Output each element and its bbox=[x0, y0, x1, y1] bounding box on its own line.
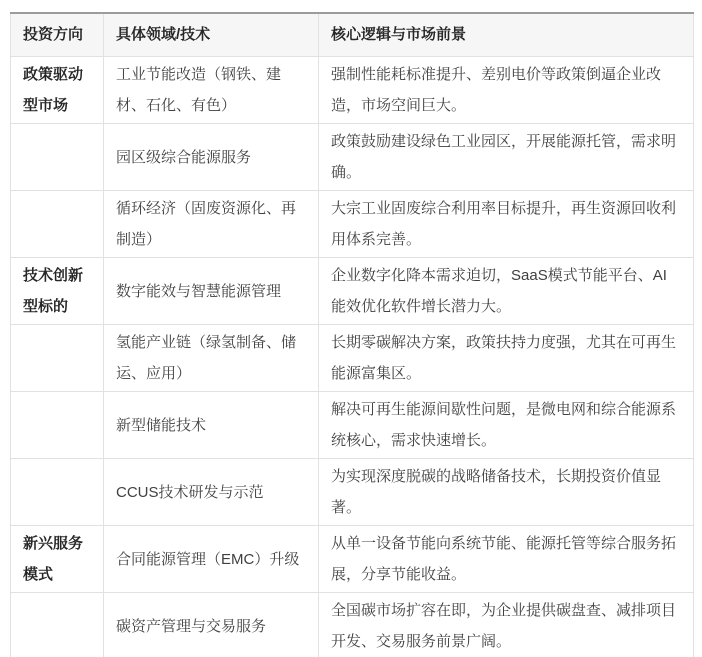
logic-cell: 大宗工业固废综合利用率目标提升，再生资源回收利用体系完善。 bbox=[319, 191, 694, 258]
table-row bbox=[11, 459, 694, 526]
investment-directions-table bbox=[10, 12, 694, 657]
field-cell: CCUS技术研发与示范 bbox=[104, 459, 319, 526]
table-row bbox=[11, 57, 694, 124]
logic-cell: 政策鼓励建设绿色工业园区，开展能源托管，需求明确。 bbox=[319, 124, 694, 191]
field-cell: 工业节能改造（钢铁、建材、石化、有色） bbox=[104, 57, 319, 124]
field-cell: 数字能效与智慧能源管理 bbox=[104, 258, 319, 325]
table-row bbox=[11, 392, 694, 459]
direction-cell bbox=[11, 124, 104, 191]
header-cell-direction: 投资方向 bbox=[11, 13, 104, 57]
table-body bbox=[11, 57, 694, 657]
direction-cell bbox=[11, 593, 104, 657]
logic-cell: 解决可再生能源间歇性问题，是微电网和综合能源系统核心，需求快速增长。 bbox=[319, 392, 694, 459]
table-row bbox=[11, 593, 694, 657]
logic-cell: 全国碳市场扩容在即，为企业提供碳盘查、减排项目开发、交易服务前景广阔。 bbox=[319, 593, 694, 657]
logic-cell: 从单一设备节能向系统节能、能源托管等综合服务拓展，分享节能收益。 bbox=[319, 526, 694, 593]
field-cell: 合同能源管理（EMC）升级 bbox=[104, 526, 319, 593]
header-row bbox=[11, 13, 694, 57]
table-row bbox=[11, 124, 694, 191]
direction-cell: 新兴服务模式 bbox=[11, 526, 104, 593]
field-cell: 循环经济（固废资源化、再制造） bbox=[104, 191, 319, 258]
table-header bbox=[11, 13, 694, 57]
table-row bbox=[11, 258, 694, 325]
table-row bbox=[11, 191, 694, 258]
logic-cell: 为实现深度脱碳的战略储备技术，长期投资价值显著。 bbox=[319, 459, 694, 526]
logic-cell: 企业数字化降本需求迫切，SaaS模式节能平台、AI能效优化软件增长潜力大。 bbox=[319, 258, 694, 325]
direction-cell: 技术创新型标的 bbox=[11, 258, 104, 325]
field-cell: 园区级综合能源服务 bbox=[104, 124, 319, 191]
table-row bbox=[11, 325, 694, 392]
header-cell-field: 具体领域/技术 bbox=[104, 13, 319, 57]
direction-cell bbox=[11, 191, 104, 258]
field-cell: 氢能产业链（绿氢制备、储运、应用） bbox=[104, 325, 319, 392]
direction-cell bbox=[11, 325, 104, 392]
direction-cell bbox=[11, 392, 104, 459]
table-row bbox=[11, 526, 694, 593]
field-cell: 碳资产管理与交易服务 bbox=[104, 593, 319, 657]
direction-cell bbox=[11, 459, 104, 526]
header-cell-logic: 核心逻辑与市场前景 bbox=[319, 13, 694, 57]
field-cell: 新型储能技术 bbox=[104, 392, 319, 459]
direction-cell: 政策驱动型市场 bbox=[11, 57, 104, 124]
logic-cell: 强制性能耗标准提升、差别电价等政策倒逼企业改造，市场空间巨大。 bbox=[319, 57, 694, 124]
logic-cell: 长期零碳解决方案，政策扶持力度强，尤其在可再生能源富集区。 bbox=[319, 325, 694, 392]
